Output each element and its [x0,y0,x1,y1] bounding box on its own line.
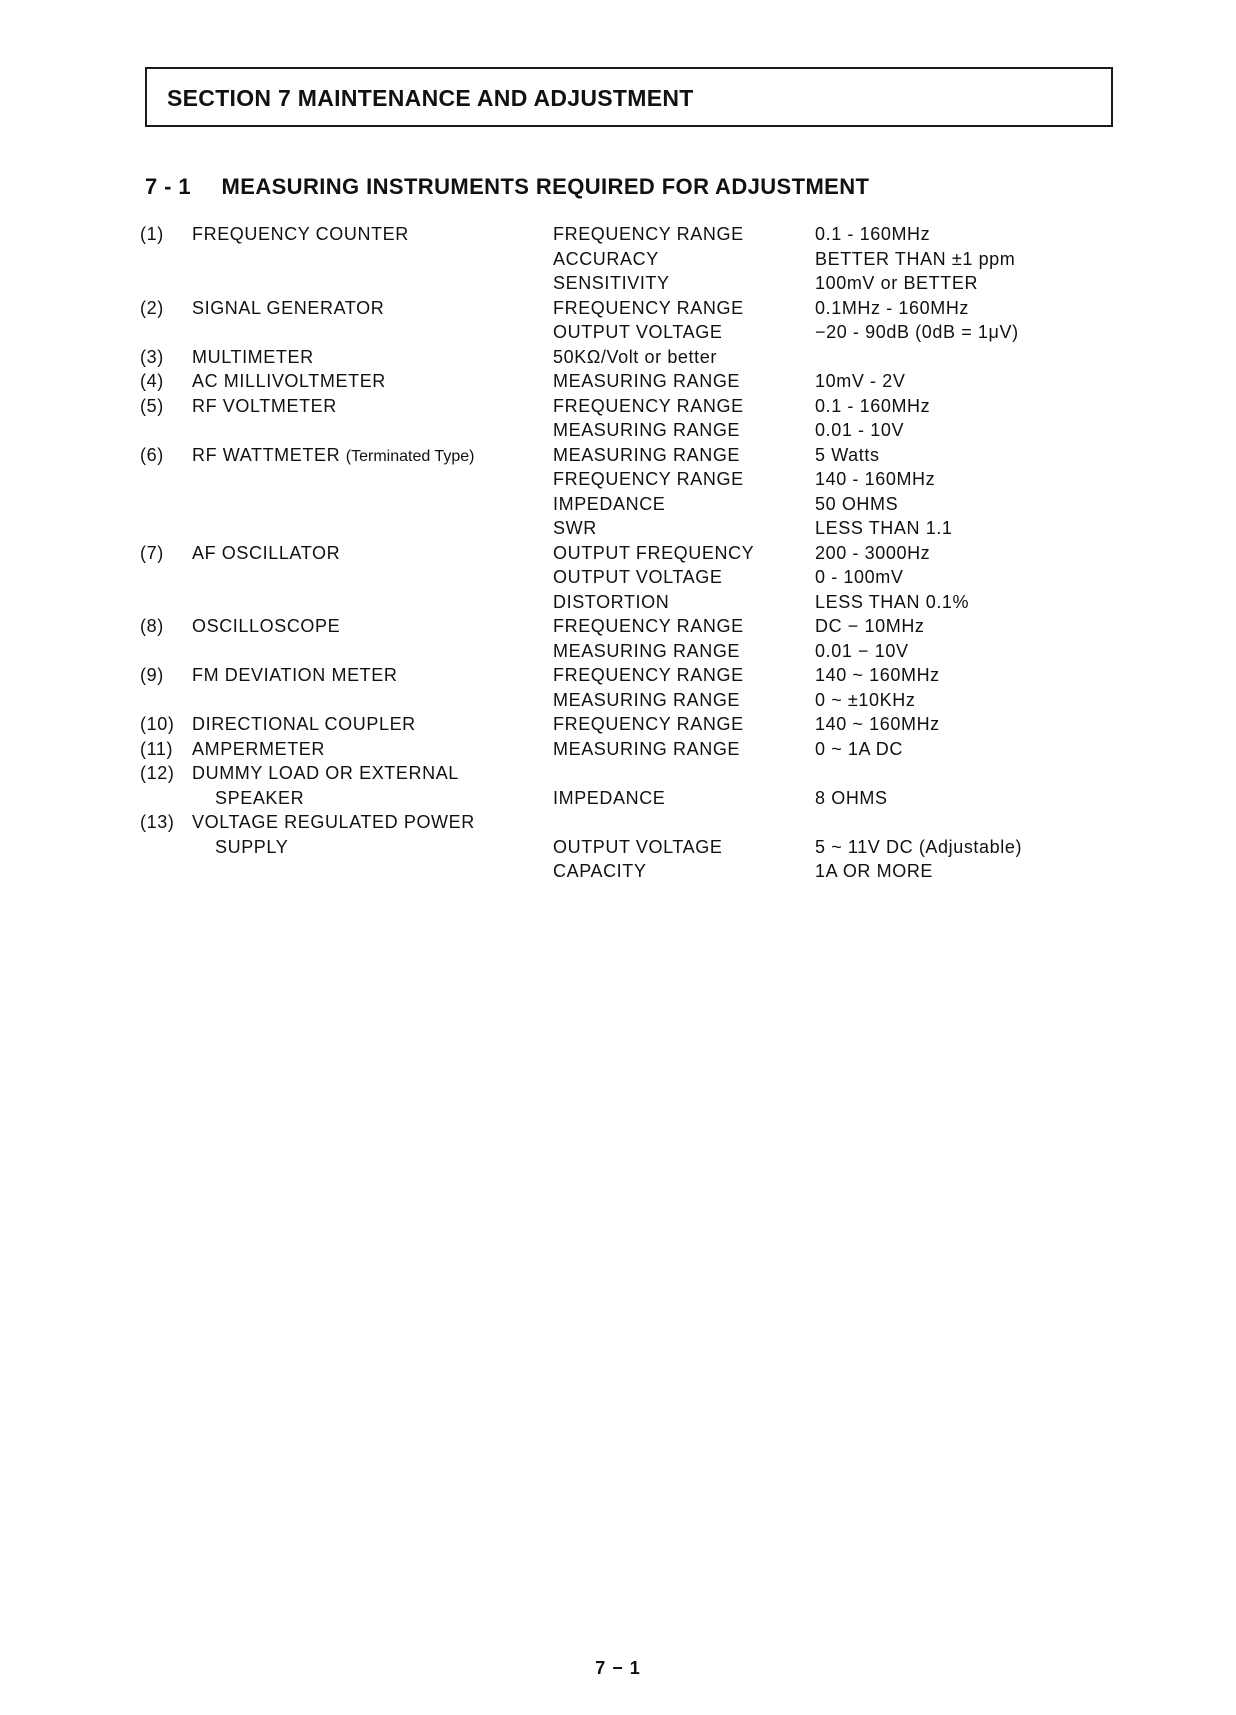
instrument-name [192,298,384,319]
instrument-list [140,224,1100,886]
instrument-row [140,371,1100,396]
subsection-heading [145,174,869,200]
item-number: (7) [140,542,164,563]
instrument-name [192,445,474,466]
item-number: (2) [140,297,164,318]
instrument-row [140,224,1100,249]
spec-parameter: FREQUENCY RANGE [553,714,744,734]
instrument-name-text: DUMMY LOAD OR EXTERNAL [192,763,459,783]
instrument-row [140,739,1100,764]
spec-value: 0 - 100mV [815,567,904,587]
spec-value: 8 OHMS [815,787,888,808]
instrument-name [192,763,459,784]
spec-parameter: MEASURING RANGE [553,371,741,391]
item-number: (10) [140,714,175,734]
spec-value: 5 ~ 11V DC (Adjustable) [815,836,1023,857]
spec-parameter: DISTORTION [553,591,670,612]
instrument-name-text: RF WATTMETER [192,444,341,465]
instrument-name-text: SPEAKER [215,787,305,808]
instrument-name [192,739,325,760]
instrument-row [140,763,1100,788]
spec-value: 0 ~ ±10KHz [815,689,916,710]
instrument-row [140,298,1100,323]
spec-value: 140 ~ 160MHz [815,714,940,734]
instrument-row [140,420,1100,445]
spec-value: 200 - 3000Hz [815,542,931,563]
spec-parameter: FREQUENCY RANGE [553,665,744,685]
instrument-name-text: VOLTAGE REGULATED POWER [192,812,475,832]
spec-parameter: IMPEDANCE [553,787,666,808]
instrument-row [140,812,1100,837]
section-title: SECTION 7 MAINTENANCE AND ADJUSTMENT [167,85,694,111]
item-number: (3) [140,346,164,367]
instrument-name-text: OSCILLOSCOPE [192,616,341,636]
item-number: (11) [140,738,174,759]
spec-parameter: FREQUENCY RANGE [553,224,744,244]
instrument-name [215,837,288,858]
spec-parameter: IMPEDANCE [553,493,666,514]
spec-parameter: FREQUENCY RANGE [553,616,744,636]
instrument-row [140,788,1100,813]
instrument-name-text: FM DEVIATION METER [192,665,398,685]
spec-value: 0.1MHz - 160MHz [815,297,970,318]
spec-parameter: MEASURING RANGE [553,689,741,710]
instrument-row [140,322,1100,347]
instrument-name [192,665,397,686]
spec-parameter: MEASURING RANGE [553,444,741,465]
item-number: (4) [140,371,164,391]
spec-parameter: MEASURING RANGE [553,420,741,440]
instrument-row [140,861,1100,886]
instrument-row [140,616,1100,641]
spec-parameter: FREQUENCY RANGE [553,395,744,416]
spec-parameter: OUTPUT VOLTAGE [553,567,723,587]
instrument-row [140,518,1100,543]
spec-value: 100mV or BETTER [815,273,979,293]
spec-value: 0.1 - 160MHz [815,224,931,244]
spec-value: 0.01 - 10V [815,420,905,440]
spec-parameter: OUTPUT FREQUENCY [553,542,755,563]
instrument-row [140,494,1100,519]
spec-value: 0 ~ 1A DC [815,738,903,759]
instrument-name-text: AF OSCILLATOR [192,542,341,563]
item-number: (5) [140,395,164,416]
instrument-name-text: FREQUENCY COUNTER [192,224,409,244]
instrument-name [192,616,340,637]
instrument-row [140,714,1100,739]
item-number: (8) [140,616,164,636]
spec-parameter: SWR [553,518,597,538]
item-number: (13) [140,812,175,832]
spec-parameter: OUTPUT VOLTAGE [553,836,723,857]
instrument-name-note: (Terminated Type) [345,447,475,465]
instrument-name [192,371,386,392]
instrument-row [140,543,1100,568]
instrument-name [192,543,340,564]
spec-parameter: OUTPUT VOLTAGE [553,322,723,342]
spec-parameter: FREQUENCY RANGE [553,469,744,489]
spec-value: BETTER THAN ±1 ppm [815,248,1016,269]
spec-value: 5 Watts [815,444,880,465]
item-number: (6) [140,444,164,465]
instrument-name-text: MULTIMETER [192,346,314,367]
instrument-row [140,665,1100,690]
spec-value: 10mV - 2V [815,371,906,391]
instrument-row [140,592,1100,617]
spec-value: 1A OR MORE [815,861,934,881]
spec-parameter: MEASURING RANGE [553,738,741,759]
instrument-name-text: AC MILLIVOLTMETER [192,371,386,391]
spec-value: LESS THAN 0.1% [815,591,970,612]
spec-value: 140 ~ 160MHz [815,665,940,685]
instrument-row [140,249,1100,274]
spec-value: 0.01 − 10V [815,640,909,661]
spec-parameter: FREQUENCY RANGE [553,297,744,318]
spec-parameter: CAPACITY [553,861,647,881]
instrument-name-text: DIRECTIONAL COUPLER [192,714,416,734]
instrument-row [140,273,1100,298]
instrument-name [192,224,409,245]
spec-value: −20 - 90dB (0dB = 1μV) [815,322,1019,342]
spec-parameter: SENSITIVITY [553,273,670,293]
spec-value: 140 - 160MHz [815,469,936,489]
instrument-row [140,837,1100,862]
subsection-number: 7 - 1 [145,174,192,199]
instrument-name-text: RF VOLTMETER [192,395,337,416]
instrument-name-text: SIGNAL GENERATOR [192,297,385,318]
section-header-box [145,67,1113,127]
spec-value: LESS THAN 1.1 [815,518,953,538]
instrument-row [140,567,1100,592]
instrument-row [140,396,1100,421]
spec-value: DC − 10MHz [815,616,925,636]
instrument-name-text: SUPPLY [215,836,289,857]
spec-parameter: 50KΩ/Volt or better [553,346,717,367]
instrument-row [140,469,1100,494]
instrument-name [192,347,314,368]
spec-value: 50 OHMS [815,493,899,514]
subsection-title: MEASURING INSTRUMENTS REQUIRED FOR ADJUSTMENT [221,174,870,199]
spec-parameter: MEASURING RANGE [553,640,741,661]
instrument-row [140,347,1100,372]
spec-parameter: ACCURACY [553,248,659,269]
instrument-row [140,641,1100,666]
item-number: (9) [140,665,164,685]
instrument-name [192,396,337,417]
item-number: (1) [140,224,164,244]
instrument-name [215,788,304,809]
instrument-name [192,714,416,735]
instrument-name-text: AMPERMETER [192,738,326,759]
item-number: (12) [140,763,175,783]
instrument-row [140,690,1100,715]
spec-value: 0.1 - 160MHz [815,395,931,416]
instrument-row [140,445,1100,470]
page-number: 7 − 1 [595,1658,641,1678]
instrument-name [192,812,475,833]
